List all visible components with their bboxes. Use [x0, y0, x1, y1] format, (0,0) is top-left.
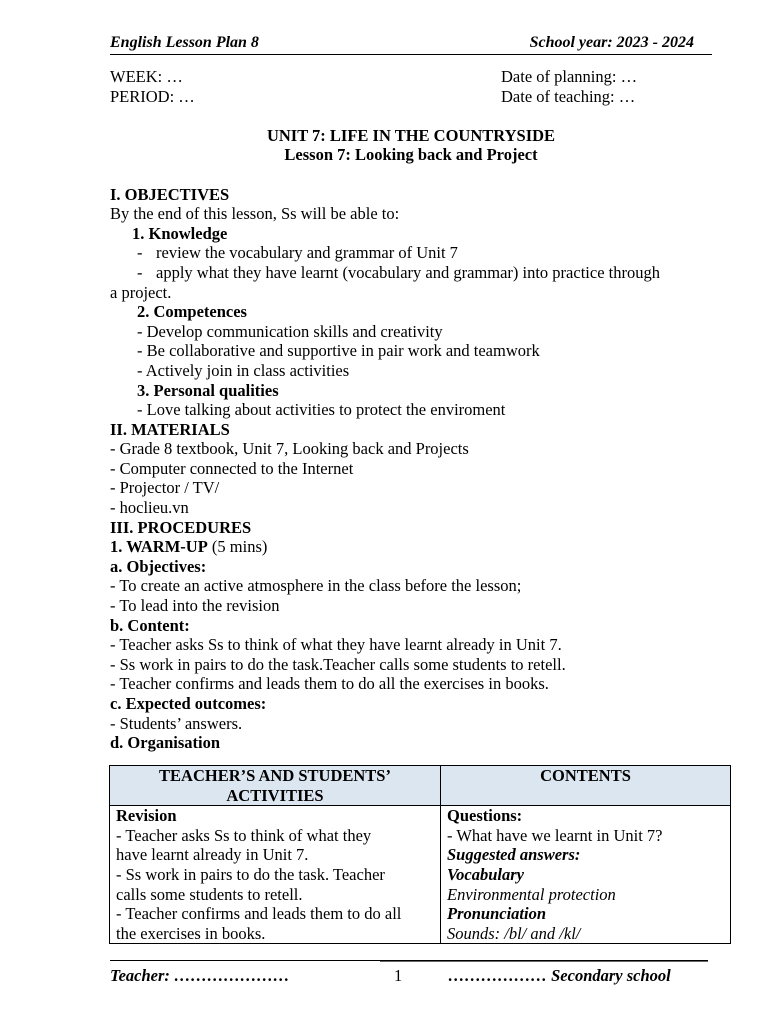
footer-teacher: Teacher: …………………	[110, 966, 290, 985]
activity-line: - Teacher asks Ss to think of what they	[116, 825, 372, 845]
quality-item: - Love talking about activities to protect the enviroment	[137, 400, 506, 420]
activities-cell	[110, 806, 441, 944]
objectives-a-item: - To create an active atmosphere in the class before the lesson;	[110, 576, 522, 596]
contents-cell	[441, 806, 731, 944]
outcomes-c-heading: c. Expected outcomes:	[110, 694, 267, 713]
meta-row-1	[110, 67, 730, 87]
outcomes-c-item: - Students’ answers.	[110, 713, 243, 733]
knowledge-item: - apply what they have learnt (vocabulary and grammar) into practice through	[137, 262, 660, 282]
header-title: English Lesson Plan 8	[110, 34, 259, 51]
warmup-heading: 1. WARM-UP	[110, 537, 208, 557]
procedures-heading: III. PROCEDURES	[110, 517, 252, 537]
questions-label: Questions:	[447, 806, 523, 826]
materials-heading: II. MATERIALS	[110, 419, 230, 439]
warmup-time: (5 mins)	[207, 537, 268, 557]
activity-line: the exercises in books.	[116, 923, 266, 943]
content-b-item: - Teacher asks Ss to think of what they have learnt already in Unit 7.	[110, 635, 562, 655]
date-teaching-label: Date of teaching: …	[501, 86, 636, 106]
knowledge-item: - review the vocabulary and grammar of Unit 7	[137, 243, 458, 263]
vocabulary-label: Vocabulary	[447, 864, 525, 884]
content-b-heading: b. Content:	[110, 615, 190, 635]
table-row	[110, 806, 731, 944]
activity-line: calls some students to retell.	[116, 884, 303, 904]
competence-item: - Be collaborative and supportive in pair work and teamwork	[137, 341, 540, 361]
organisation-d-heading: d. Organisation	[110, 733, 221, 753]
objectives-intro: By the end of this lesson, Ss will be able to:	[110, 204, 400, 224]
table-header-row	[110, 766, 731, 806]
suggested-answers-label: Suggested answers:	[447, 845, 581, 865]
header-school-year: School year: 2023 - 2024	[529, 34, 694, 51]
competences-heading: 2. Competences	[137, 302, 247, 322]
warmup-heading-line	[110, 537, 730, 557]
footer-rule-secondary	[380, 961, 708, 962]
material-item: - hoclieu.vn	[110, 498, 189, 518]
page-number: 1	[394, 966, 403, 985]
competence-item: - Develop communication skills and creativity	[137, 321, 443, 341]
question-line: - What have we learnt in Unit 7?	[447, 825, 663, 845]
content-b-item: - Ss work in pairs to do the task.Teacher calls some students to retell.	[110, 654, 566, 674]
pronunciation-sounds: Sounds: /bl/ and /kl/	[447, 923, 581, 943]
footer-school: ……………… Secondary school	[448, 966, 671, 985]
date-planning-label: Date of planning: …	[501, 67, 638, 86]
material-item: - Projector / TV/	[110, 478, 220, 498]
col-activities-header: TEACHER’S AND STUDENTS’ ACTIVITIES	[110, 766, 441, 806]
activity-line: have learnt already in Unit 7.	[116, 845, 309, 865]
material-item: - Computer connected to the Internet	[110, 458, 354, 478]
page-header	[110, 34, 712, 55]
knowledge-heading: 1. Knowledge	[132, 223, 228, 243]
unit-title: UNIT 7: LIFE IN THE COUNTRYSIDE	[266, 125, 556, 145]
qualities-heading: 3. Personal qualities	[137, 380, 279, 400]
pronunciation-label: Pronunciation	[447, 904, 547, 924]
objectives-a-heading: a. Objectives:	[110, 556, 207, 576]
period-label: PERIOD: …	[110, 86, 195, 106]
col-contents-header: CONTENTS	[441, 766, 731, 806]
revision-label: Revision	[116, 806, 177, 826]
competence-item: - Actively join in class activities	[137, 360, 350, 380]
knowledge-item-wrap: a project.	[110, 282, 172, 302]
vocabulary-topic: Environmental protection	[447, 884, 616, 904]
objectives-a-item: - To lead into the revision	[110, 596, 280, 616]
organisation-table	[109, 765, 731, 944]
week-label: WEEK: …	[110, 67, 183, 86]
activity-line: - Teacher confirms and leads them to do all	[116, 904, 402, 924]
objectives-heading: I. OBJECTIVES	[110, 184, 230, 204]
lesson-title: Lesson 7: Looking back and Project	[284, 145, 538, 165]
meta-row-2	[110, 87, 730, 107]
content-b-item: - Teacher confirms and leads them to do all the exercises in books.	[110, 674, 549, 694]
document-body	[110, 67, 730, 753]
material-item: - Grade 8 textbook, Unit 7, Looking back and Projects	[110, 439, 469, 459]
activity-line: - Ss work in pairs to do the task. Teacher	[116, 864, 385, 884]
